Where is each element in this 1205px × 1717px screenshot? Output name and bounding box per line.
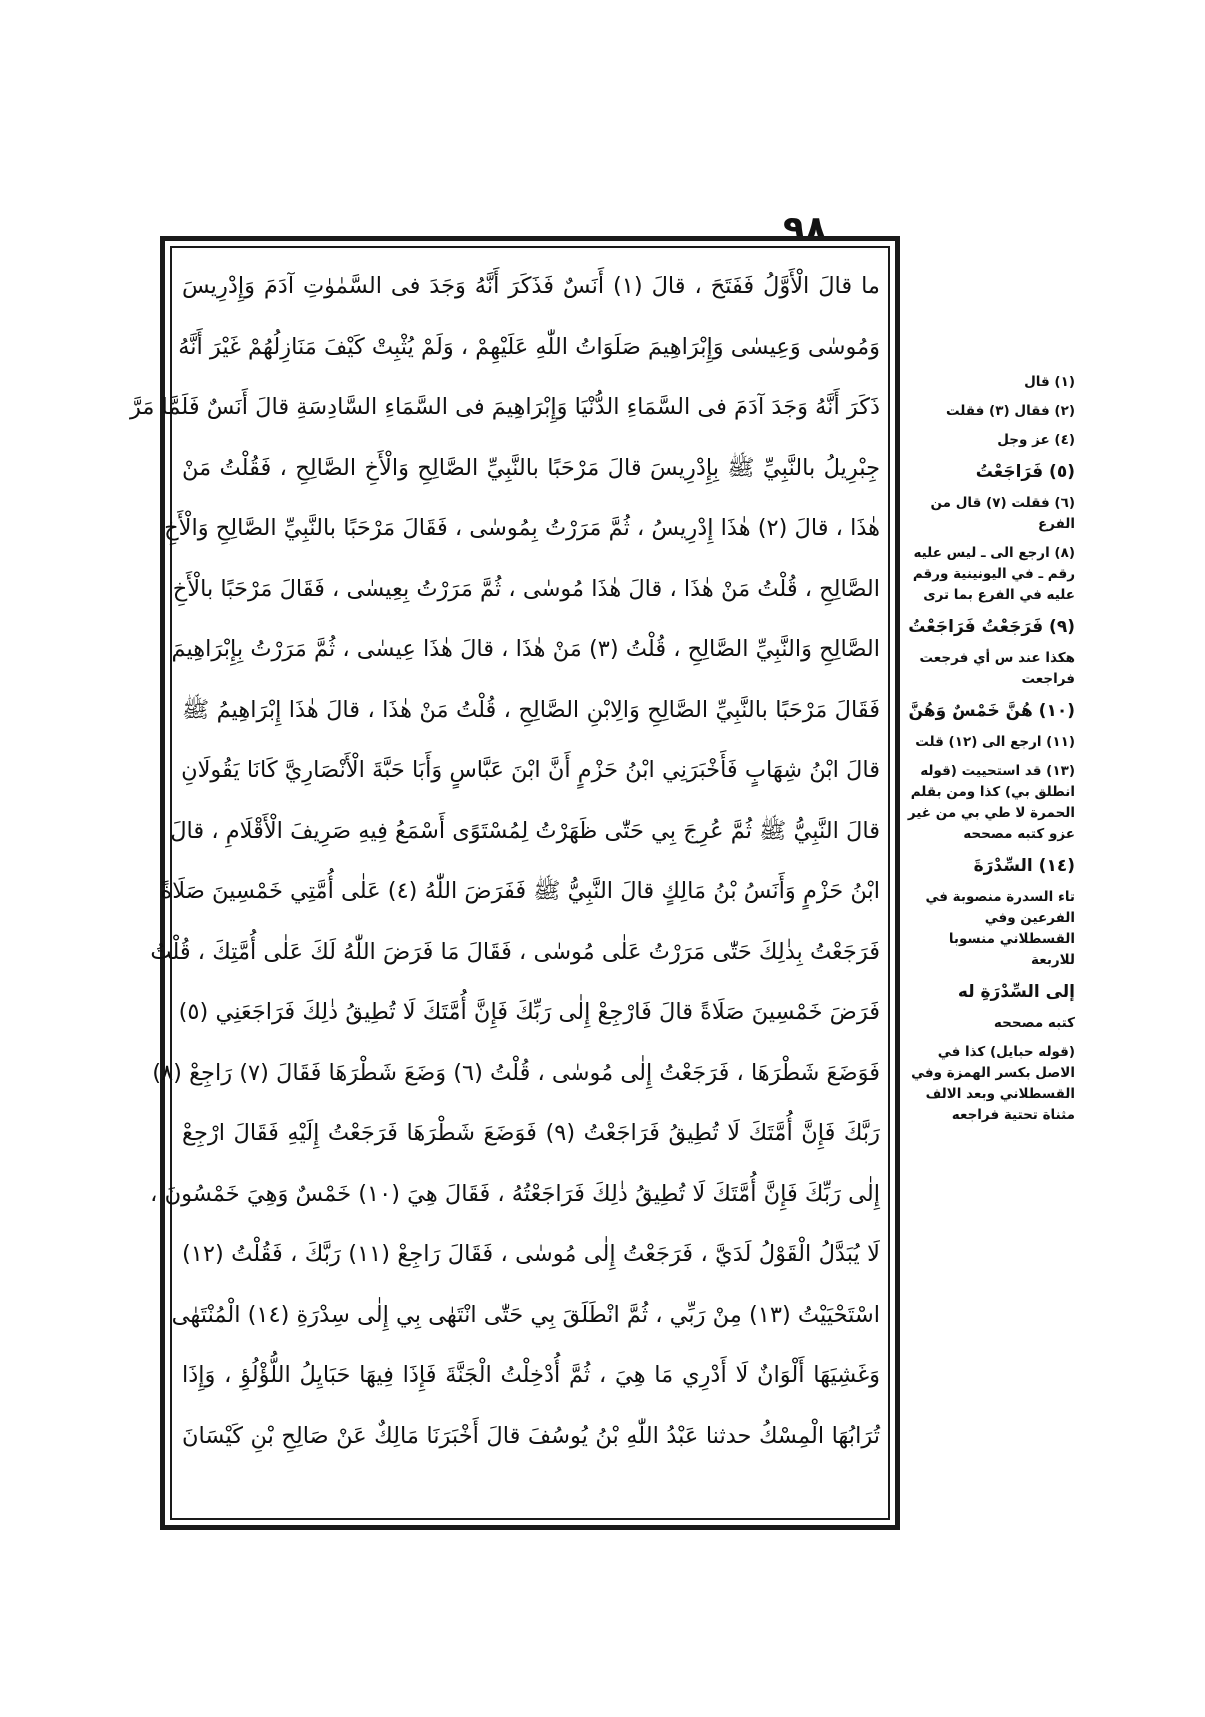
margin-note: (١٣) قد استحييت (قوله انطلق بي) كذا ومن بقلم الحمرة لا طي بي من غير عزو كتبه مصححه <box>907 763 1075 842</box>
page-number: ٩٨ <box>783 209 827 250</box>
text-line: جِبْرِيلُ بالنَّبِيِّ ﷺ بِإِدْرِيسَ قالَ مَرْحَبًا بالنَّبِيِّ الصَّالِحِ وَالْأَخِ الصَّالِحِ ، فَقُلْتُ مَنْ <box>182 454 880 481</box>
text-line: إِلٰى رَبِّكَ فَإِنَّ أُمَّتَكَ لَا تُطِيقُ ذٰلِكَ فَرَاجَعْتُهُ ، فَقَالَ هِيَ (١٠) خَمْسٌ وَهِيَ خَمْسُونَ ، <box>150 1180 880 1207</box>
text-line: فَوَضَعَ شَطْرَهَا ، فَرَجَعْتُ إِلٰى مُوسٰى ، قُلْتُ (٦) وَضَعَ شَطْرَهَا فَقَالَ (٧) رَاجِعْ (٨) <box>152 1059 880 1086</box>
text-line: ذَكَرَ أَنَّهُ وَجَدَ آدَمَ فى السَّمَاءِ الدُّنْيَا وَإِبْرَاهِيمَ فى السَّمَاءِ السَّادِسَةِ قالَ أَنَسٌ فَلَمَّا مَرَّ <box>129 394 880 420</box>
text-line: ما قالَ الْأَوَّلُ فَفَتَحَ ، قالَ (١) أَنَسٌ فَذَكَرَ أَنَّهُ وَجَدَ فى السَّمٰوٰتِ آدَمَ وَإِدْرِيسَ <box>182 273 880 299</box>
margin-note: (١) قال <box>1024 374 1075 390</box>
margin-note: هكذا عند س أي فرجعت فراجعت <box>919 650 1075 687</box>
margin-note: تاء السدرة منصوبة في الفرعين وفي القسطلاني منسوبا للاربعة <box>925 889 1075 968</box>
margin-note: إلى السِّدْرَةِ له <box>957 982 1075 1002</box>
margin-notes <box>905 372 1075 1134</box>
margin-note: (١٠) هُنَّ خَمْسٌ وَهُنَّ <box>908 701 1075 721</box>
text-line: قالَ ابْنُ شِهَابٍ فَأَخْبَرَنِي ابْنُ حَزْمٍ أَنَّ ابْنَ عَبَّاسٍ وَأَبَا حَبَّةَ الْأَنْصَارِيَّ كَانَا يَقُولَانِ <box>181 757 880 783</box>
text-line: فَقَالَ مَرْحَبًا بالنَّبِيِّ الصَّالِحِ وَالِابْنِ الصَّالِحِ ، قُلْتُ مَنْ هٰذَا ، قالَ هٰذَا إِبْرَاهِيمُ ﷺ <box>182 696 880 723</box>
text-line: وَغَشِيَهَا أَلْوَانٌ لَا أَدْرِي مَا هِيَ ، ثُمَّ أُدْخِلْتُ الْجَنَّةَ فَإِذَا فِيهَا حَبَايِلُ اللُّؤْلُؤِ ، وَإِذَا <box>182 1362 880 1388</box>
margin-note: (١١) ارجع الى (١٢) قلت <box>915 734 1075 750</box>
text-line: فَرَضَ خَمْسِينَ صَلَاةً قالَ فَارْجِعْ إِلٰى رَبِّكَ فَإِنَّ أُمَّتَكَ لَا تُطِيقُ ذٰلِكَ فَرَاجَعَنِي (٥) <box>178 999 880 1025</box>
text-line: تُرَابُهَا الْمِسْكُ حدثنا عَبْدُ اللّٰهِ بْنُ يُوسُفَ قالَ أَخْبَرَنَا مَالِكٌ عَنْ صَالِحِ بْنِ كَيْسَانَ <box>182 1422 880 1449</box>
margin-note: (قوله حبايل) كذا في الاصل بكسر الهمزة وفي القسطلاني وبعد الالف مثناة تحتية فراجعه <box>911 1044 1075 1123</box>
text-line: اسْتَحْيَيْتُ (١٣) مِنْ رَبِّي ، ثُمَّ انْطَلَقَ بِي حَتّٰى انْتَهٰى بِي إِلٰى سِدْرَةِ (١٤) الْمُنْتَهٰى <box>171 1301 880 1328</box>
text-line: الصَّالِحِ وَالنَّبِيِّ الصَّالِحِ ، قُلْتُ (٣) مَنْ هٰذَا ، قالَ هٰذَا عِيسٰى ، ثُمَّ مَرَرْتُ بِإِبْرَاهِيمَ <box>171 636 880 662</box>
margin-note: (٤) عز وجل <box>997 432 1075 448</box>
margin-note: (١٤) السِّدْرَةَ <box>973 856 1075 876</box>
text-line: ابْنُ حَزْمٍ وَأَنَسُ بْنُ مَالِكٍ قالَ النَّبِيُّ ﷺ فَفَرَضَ اللّٰهُ (٤) عَلٰى أُمَّتِي خَمْسِينَ صَلَاةً <box>160 878 880 904</box>
text-line: وَمُوسٰى وَعِيسٰى وَإِبْرَاهِيمَ صَلَوَاتُ اللّٰهِ عَلَيْهِمْ ، وَلَمْ يُثْبِتْ كَيْفَ مَنَازِلُهُمْ غَيْرَ أَنَّهُ <box>178 333 880 360</box>
margin-note: (٥) فَرَاجَعْتُ <box>975 462 1075 482</box>
margin-note: (٩) فَرَجَعْتُ فَرَاجَعْتُ <box>908 617 1075 637</box>
text-line: فَرَجَعْتُ بِذٰلِكَ حَتّٰى مَرَرْتُ عَلٰى مُوسٰى ، فَقَالَ مَا فَرَضَ اللّٰهُ لَكَ عَلٰى أُمَّتِكَ ، قُلْتُ <box>150 938 880 965</box>
text-line: لَا يُبَدَّلُ الْقَوْلُ لَدَيَّ ، فَرَجَعْتُ إِلٰى مُوسٰى ، فَقَالَ رَاجِعْ (١١) رَبَّكَ ، فَقُلْتُ (١٢) <box>182 1241 880 1267</box>
text-line: الصَّالِحِ ، قُلْتُ مَنْ هٰذَا ، قالَ هٰذَا مُوسٰى ، ثُمَّ مَرَرْتُ بِعِيسٰى ، فَقَالَ مَرْحَبًا بالْأَخِ <box>172 575 880 602</box>
text-line: هٰذَا ، قالَ (٢) هٰذَا إِدْرِيسُ ، ثُمَّ مَرَرْتُ بِمُوسٰى ، فَقَالَ مَرْحَبًا بالنَّبِيِّ الصَّالِحِ وَالْأَخِ <box>164 515 880 541</box>
main-text-block <box>129 256 880 1510</box>
text-line: قالَ النَّبِيُّ ﷺ ثُمَّ عُرِجَ بِي حَتّٰى ظَهَرْتُ لِمُسْتَوًى أَسْمَعُ فِيهِ صَرِيفَ الْأَقْلَامِ ، قالَ <box>170 817 880 844</box>
margin-note: (٢) فقال (٣) فقلت <box>946 403 1075 419</box>
text-line: رَبَّكَ فَإِنَّ أُمَّتَكَ لَا تُطِيقُ فَرَاجَعْتُ (٩) فَوَضَعَ شَطْرَهَا فَرَجَعْتُ إِلَيْهِ فَقَالَ ارْجِعْ <box>182 1120 880 1146</box>
margin-note: كتبه مصححه <box>993 1015 1075 1031</box>
margin-note: (٦) فقلت (٧) قال من الفرع <box>930 495 1075 532</box>
margin-note: (٨) ارجع الى ـ ليس عليه رقم ـ في اليونينية ورقم عليه في الفرع بما ترى <box>912 545 1075 603</box>
